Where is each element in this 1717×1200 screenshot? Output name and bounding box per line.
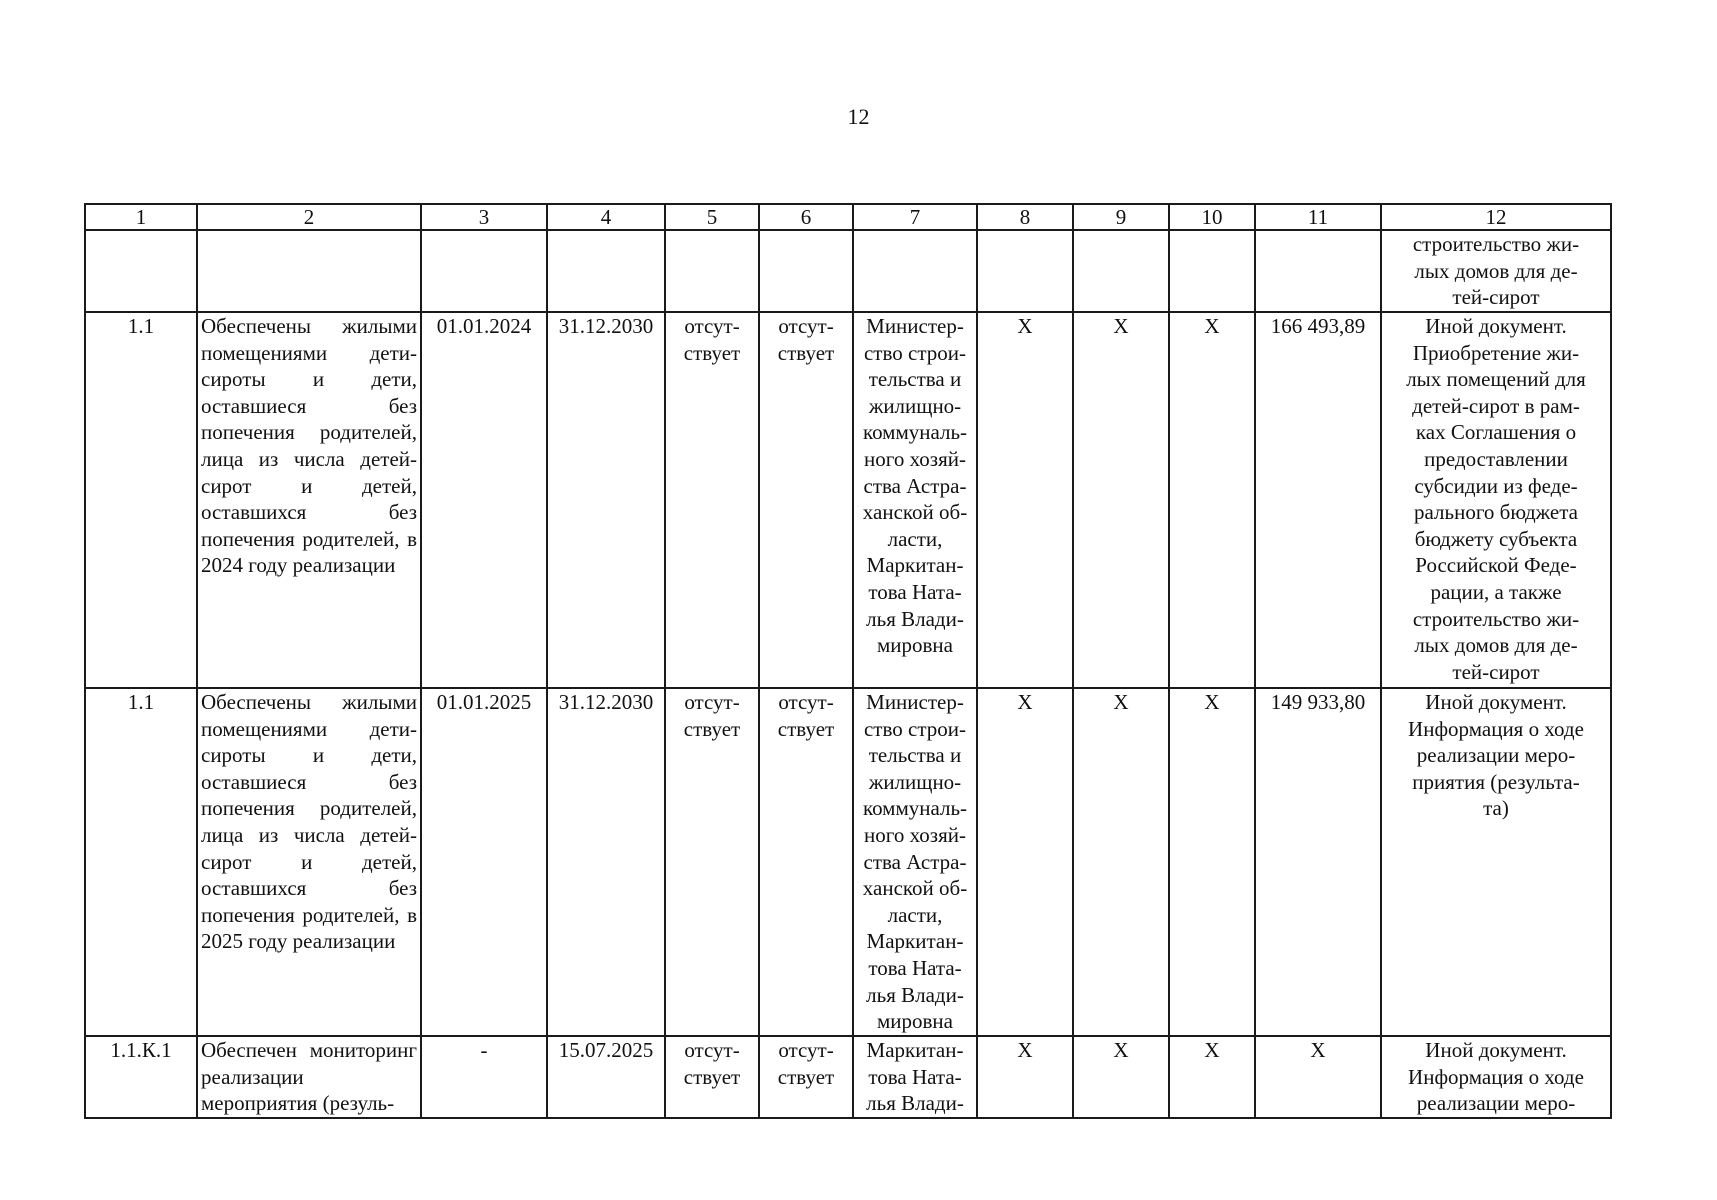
- document-cell: Иной документ. Приобретение жи- лых помещений для детей-сирот в рам- ках Соглашения о предоставлении субсидии из феде- рального бюджета бюджету субъекта Российской Феде- рации, а также строительство жи- лых домов для де- тей-сирот: [1381, 312, 1611, 688]
- table-row: [85, 688, 1611, 1036]
- responsible: Министер- ство строи- тельства и жилищно- коммуналь- ного хозяй- ства Астра- ханской об- ласти, Маркитан- това Ната- лья Влади- мировна: [853, 688, 977, 1036]
- col8-value: X: [977, 688, 1073, 1036]
- empty-cell: [547, 230, 665, 312]
- col9-value: X: [1073, 688, 1169, 1036]
- empty-cell: [1169, 230, 1255, 312]
- responsible: Министер- ство строи- тельства и жилищно- коммуналь- ного хозяй- ства Астра- ханской об- ласти, Маркитан- това Ната- лья Влади- мировна: [853, 312, 977, 688]
- header-col-11: 11: [1255, 204, 1381, 230]
- empty-cell: [759, 230, 853, 312]
- header-col-10: 10: [1169, 204, 1255, 230]
- col10-value: X: [1169, 1036, 1255, 1118]
- empty-cell: [853, 230, 977, 312]
- start-date: 01.01.2025: [421, 688, 547, 1036]
- start-date: 01.01.2024: [421, 312, 547, 688]
- empty-cell: [977, 230, 1073, 312]
- plan-table: [84, 203, 1612, 1119]
- end-date: 15.07.2025: [547, 1036, 665, 1118]
- end-date: 31.12.2030: [547, 688, 665, 1036]
- col6-value: отсут- ствует: [759, 312, 853, 688]
- header-row: [85, 204, 1611, 230]
- col8-value: X: [977, 1036, 1073, 1118]
- table-row-continuation: [85, 230, 1611, 312]
- end-date: 31.12.2030: [547, 312, 665, 688]
- responsible: Маркитан- това Ната- лья Влади-: [853, 1036, 977, 1118]
- header-col-9: 9: [1073, 204, 1169, 230]
- page-number: 12: [847, 104, 870, 129]
- row-number: 1.1: [85, 312, 197, 688]
- empty-cell: [85, 230, 197, 312]
- col6-value: отсут- ствует: [759, 688, 853, 1036]
- row-number: 1.1: [85, 688, 197, 1036]
- col10-value: X: [1169, 312, 1255, 688]
- document-cell: строительство жи- лых домов для де- тей-сирот: [1381, 230, 1611, 312]
- start-date: -: [421, 1036, 547, 1118]
- table-row: [85, 312, 1611, 688]
- col8-value: X: [977, 312, 1073, 688]
- empty-cell: [421, 230, 547, 312]
- table-row: [85, 1036, 1611, 1118]
- header-col-4: 4: [547, 204, 665, 230]
- document-cell: Иной документ. Информация о ходе реализации меро- приятия (результа- та): [1381, 688, 1611, 1036]
- header-col-2: 2: [197, 204, 421, 230]
- header-col-12: 12: [1381, 204, 1611, 230]
- col10-value: X: [1169, 688, 1255, 1036]
- header-col-1: 1: [85, 204, 197, 230]
- header-col-7: 7: [853, 204, 977, 230]
- empty-cell: [1255, 230, 1381, 312]
- empty-cell: [197, 230, 421, 312]
- result-name: Обеспечены жилыми помещениями дети-сироты и дети, оставшиеся без попечения родителей, лица из числа детей-сирот и детей, оставшихся без попечения родителей, в 2024 году реализации: [197, 312, 421, 688]
- amount: 166 493,89: [1255, 312, 1381, 688]
- row-number: 1.1.К.1: [85, 1036, 197, 1118]
- header-col-5: 5: [665, 204, 759, 230]
- result-name: Обеспечены жилыми помещениями дети-сироты и дети, оставшиеся без попечения родителей, лица из числа детей-сирот и детей, оставшихся без попечения родителей, в 2025 году реализации: [197, 688, 421, 1036]
- col9-value: X: [1073, 312, 1169, 688]
- amount: 149 933,80: [1255, 688, 1381, 1036]
- col9-value: X: [1073, 1036, 1169, 1118]
- header-col-3: 3: [421, 204, 547, 230]
- header-col-8: 8: [977, 204, 1073, 230]
- document-cell: Иной документ. Информация о ходе реализации меро-: [1381, 1036, 1611, 1118]
- empty-cell: [665, 230, 759, 312]
- col5-value: отсут- ствует: [665, 1036, 759, 1118]
- col5-value: отсут- ствует: [665, 688, 759, 1036]
- result-name: Обеспечен мониторинг реализации мероприятия (резуль-: [197, 1036, 421, 1118]
- col5-value: отсут- ствует: [665, 312, 759, 688]
- header-col-6: 6: [759, 204, 853, 230]
- empty-cell: [1073, 230, 1169, 312]
- amount: X: [1255, 1036, 1381, 1118]
- col6-value: отсут- ствует: [759, 1036, 853, 1118]
